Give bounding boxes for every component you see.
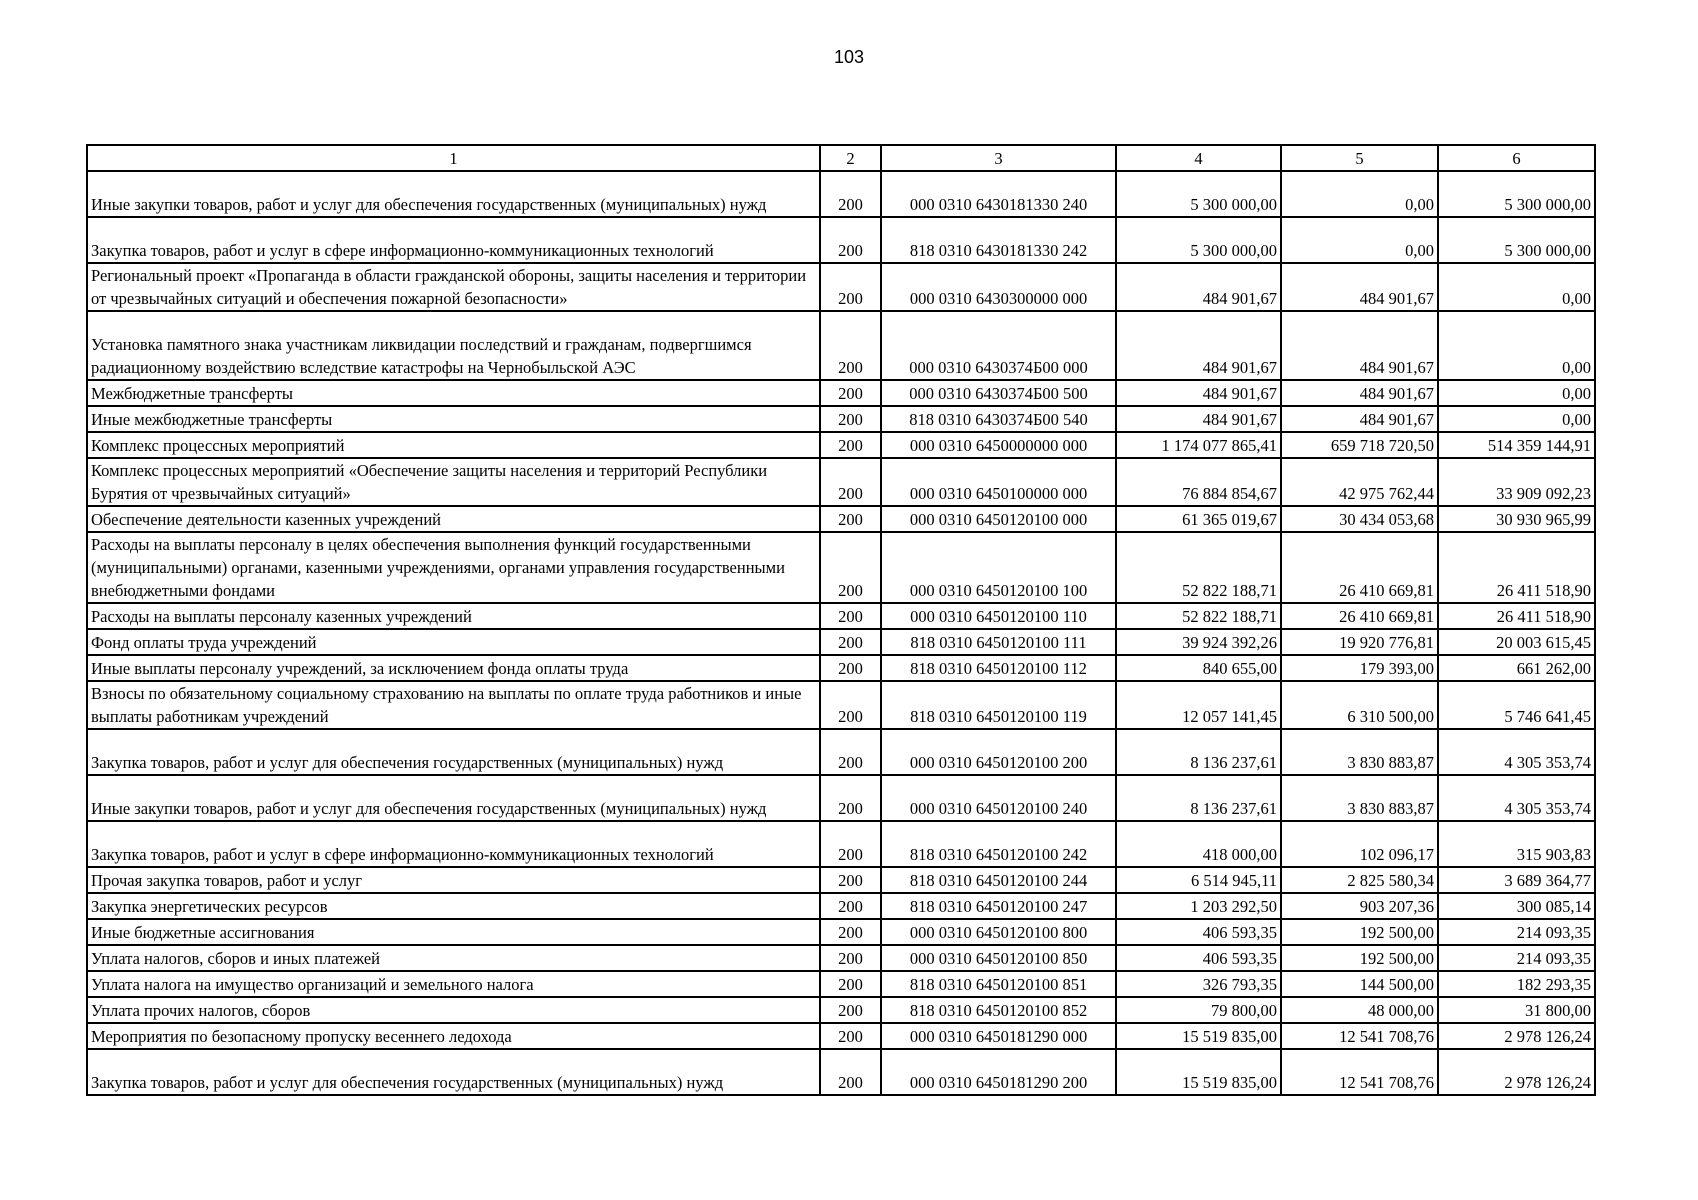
row-value-6: 0,00 <box>1438 406 1595 432</box>
row-code: 000 0310 6450120100 800 <box>881 919 1116 945</box>
table-row <box>87 171 1595 217</box>
column-header: 1 <box>87 145 820 171</box>
row-value-6: 33 909 092,23 <box>1438 458 1595 506</box>
row-value-5: 144 500,00 <box>1281 971 1438 997</box>
row-value-4: 418 000,00 <box>1116 821 1281 867</box>
row-value-6: 315 903,83 <box>1438 821 1595 867</box>
row-value-5: 0,00 <box>1281 171 1438 217</box>
row-value-6: 26 411 518,90 <box>1438 603 1595 629</box>
table-row <box>87 821 1595 867</box>
row-value-5: 26 410 669,81 <box>1281 532 1438 603</box>
row-name: Иные закупки товаров, работ и услуг для обеспечения государственных (муниципальных) нужд <box>87 775 820 821</box>
row-value-6: 214 093,35 <box>1438 919 1595 945</box>
column-header: 2 <box>820 145 881 171</box>
row-ved: 200 <box>820 532 881 603</box>
row-ved: 200 <box>820 311 881 380</box>
row-code: 000 0310 6450120100 850 <box>881 945 1116 971</box>
table-row <box>87 971 1595 997</box>
table-row <box>87 729 1595 775</box>
row-value-6: 4 305 353,74 <box>1438 729 1595 775</box>
row-ved: 200 <box>820 729 881 775</box>
row-value-5: 3 830 883,87 <box>1281 775 1438 821</box>
table-row <box>87 681 1595 729</box>
row-code: 000 0310 6450181290 000 <box>881 1023 1116 1049</box>
row-value-6: 182 293,35 <box>1438 971 1595 997</box>
row-value-6: 514 359 144,91 <box>1438 432 1595 458</box>
row-value-4: 1 203 292,50 <box>1116 893 1281 919</box>
row-name: Иные закупки товаров, работ и услуг для обеспечения государственных (муниципальных) нужд <box>87 171 820 217</box>
row-code: 818 0310 6450120100 247 <box>881 893 1116 919</box>
row-value-4: 79 800,00 <box>1116 997 1281 1023</box>
row-value-4: 840 655,00 <box>1116 655 1281 681</box>
row-code: 818 0310 6450120100 852 <box>881 997 1116 1023</box>
row-value-5: 19 920 776,81 <box>1281 629 1438 655</box>
row-code: 000 0310 6450120100 100 <box>881 532 1116 603</box>
table-row <box>87 311 1595 380</box>
row-value-6: 3 689 364,77 <box>1438 867 1595 893</box>
row-value-4: 76 884 854,67 <box>1116 458 1281 506</box>
row-ved: 200 <box>820 997 881 1023</box>
row-value-6: 26 411 518,90 <box>1438 532 1595 603</box>
row-code: 000 0310 6450120100 110 <box>881 603 1116 629</box>
column-header: 3 <box>881 145 1116 171</box>
row-name: Комплекс процессных мероприятий «Обеспечение защиты населения и территорий Республики Бурятия от чрезвычайных ситуаций» <box>87 458 820 506</box>
row-value-4: 1 174 077 865,41 <box>1116 432 1281 458</box>
row-name: Установка памятного знака участникам ликвидации последствий и гражданам, подвергшимся радиационному воздействию вследствие катастрофы на Чернобыльской АЭС <box>87 311 820 380</box>
row-ved: 200 <box>820 1023 881 1049</box>
row-code: 818 0310 6430374Б00 540 <box>881 406 1116 432</box>
row-name: Иные бюджетные ассигнования <box>87 919 820 945</box>
row-value-4: 8 136 237,61 <box>1116 775 1281 821</box>
row-value-5: 192 500,00 <box>1281 945 1438 971</box>
table-row <box>87 458 1595 506</box>
row-value-4: 52 822 188,71 <box>1116 532 1281 603</box>
table-row <box>87 893 1595 919</box>
row-code: 000 0310 6430374Б00 500 <box>881 380 1116 406</box>
row-name: Закупка товаров, работ и услуг в сфере информационно-коммуникационных технологий <box>87 217 820 263</box>
row-value-5: 484 901,67 <box>1281 406 1438 432</box>
row-value-5: 0,00 <box>1281 217 1438 263</box>
row-value-5: 484 901,67 <box>1281 380 1438 406</box>
column-header: 5 <box>1281 145 1438 171</box>
row-name: Закупка товаров, работ и услуг в сфере информационно-коммуникационных технологий <box>87 821 820 867</box>
row-ved: 200 <box>820 655 881 681</box>
row-name: Фонд оплаты труда учреждений <box>87 629 820 655</box>
budget-table <box>86 144 1596 1096</box>
row-ved: 200 <box>820 603 881 629</box>
row-value-4: 484 901,67 <box>1116 380 1281 406</box>
table-row <box>87 945 1595 971</box>
row-name: Обеспечение деятельности казенных учреждений <box>87 506 820 532</box>
row-value-4: 39 924 392,26 <box>1116 629 1281 655</box>
row-ved: 200 <box>820 919 881 945</box>
row-value-6: 300 085,14 <box>1438 893 1595 919</box>
row-ved: 200 <box>820 1049 881 1095</box>
row-value-5: 48 000,00 <box>1281 997 1438 1023</box>
row-value-6: 5 300 000,00 <box>1438 217 1595 263</box>
row-name: Уплата прочих налогов, сборов <box>87 997 820 1023</box>
row-ved: 200 <box>820 681 881 729</box>
table-row <box>87 532 1595 603</box>
row-value-5: 42 975 762,44 <box>1281 458 1438 506</box>
row-code: 818 0310 6450120100 112 <box>881 655 1116 681</box>
row-value-4: 406 593,35 <box>1116 945 1281 971</box>
row-ved: 200 <box>820 775 881 821</box>
table-row <box>87 1049 1595 1095</box>
row-value-6: 5 300 000,00 <box>1438 171 1595 217</box>
row-code: 000 0310 6450120100 000 <box>881 506 1116 532</box>
table-row <box>87 775 1595 821</box>
row-name: Комплекс процессных мероприятий <box>87 432 820 458</box>
row-ved: 200 <box>820 263 881 311</box>
row-ved: 200 <box>820 458 881 506</box>
table-row <box>87 217 1595 263</box>
row-name: Межбюджетные трансферты <box>87 380 820 406</box>
table-row <box>87 380 1595 406</box>
row-value-6: 661 262,00 <box>1438 655 1595 681</box>
row-ved: 200 <box>820 406 881 432</box>
row-name: Закупка товаров, работ и услуг для обеспечения государственных (муниципальных) нужд <box>87 1049 820 1095</box>
row-name: Прочая закупка товаров, работ и услуг <box>87 867 820 893</box>
row-value-6: 0,00 <box>1438 380 1595 406</box>
row-value-4: 15 519 835,00 <box>1116 1049 1281 1095</box>
row-value-5: 179 393,00 <box>1281 655 1438 681</box>
table-row <box>87 432 1595 458</box>
row-value-6: 5 746 641,45 <box>1438 681 1595 729</box>
row-name: Закупка энергетических ресурсов <box>87 893 820 919</box>
row-name: Расходы на выплаты персоналу в целях обеспечения выполнения функций государственными (муниципальными) органами, казенными учреждениями, органами управления государственными внебюджетными фондами <box>87 532 820 603</box>
column-header: 6 <box>1438 145 1595 171</box>
row-value-4: 52 822 188,71 <box>1116 603 1281 629</box>
row-value-5: 30 434 053,68 <box>1281 506 1438 532</box>
row-name: Иные выплаты персоналу учреждений, за исключением фонда оплаты труда <box>87 655 820 681</box>
table-row <box>87 603 1595 629</box>
row-code: 000 0310 6450120100 240 <box>881 775 1116 821</box>
row-value-5: 192 500,00 <box>1281 919 1438 945</box>
row-ved: 200 <box>820 629 881 655</box>
row-name: Уплата налога на имущество организаций и земельного налога <box>87 971 820 997</box>
row-ved: 200 <box>820 380 881 406</box>
row-name: Взносы по обязательному социальному страхованию на выплаты по оплате труда работников и иные выплаты работникам учреждений <box>87 681 820 729</box>
table-row <box>87 655 1595 681</box>
row-name: Региональный проект «Пропаганда в области гражданской обороны, защиты населения и территории от чрезвычайных ситуаций и обеспечения пожарной безопасности» <box>87 263 820 311</box>
row-value-4: 406 593,35 <box>1116 919 1281 945</box>
row-value-6: 4 305 353,74 <box>1438 775 1595 821</box>
row-value-4: 484 901,67 <box>1116 311 1281 380</box>
table-row <box>87 406 1595 432</box>
row-ved: 200 <box>820 821 881 867</box>
page-number: 103 <box>833 47 865 67</box>
row-name: Мероприятия по безопасному пропуску весеннего ледохода <box>87 1023 820 1049</box>
row-value-6: 0,00 <box>1438 263 1595 311</box>
table-row <box>87 506 1595 532</box>
row-value-6: 20 003 615,45 <box>1438 629 1595 655</box>
row-ved: 200 <box>820 893 881 919</box>
column-header: 4 <box>1116 145 1281 171</box>
row-name: Закупка товаров, работ и услуг для обеспечения государственных (муниципальных) нужд <box>87 729 820 775</box>
row-code: 000 0310 6430181330 240 <box>881 171 1116 217</box>
row-value-5: 659 718 720,50 <box>1281 432 1438 458</box>
row-code: 818 0310 6450120100 244 <box>881 867 1116 893</box>
row-code: 000 0310 6450100000 000 <box>881 458 1116 506</box>
row-value-6: 30 930 965,99 <box>1438 506 1595 532</box>
row-value-5: 102 096,17 <box>1281 821 1438 867</box>
row-code: 818 0310 6430181330 242 <box>881 217 1116 263</box>
row-value-5: 12 541 708,76 <box>1281 1049 1438 1095</box>
row-value-5: 3 830 883,87 <box>1281 729 1438 775</box>
row-value-5: 484 901,67 <box>1281 311 1438 380</box>
row-value-5: 12 541 708,76 <box>1281 1023 1438 1049</box>
row-ved: 200 <box>820 867 881 893</box>
row-value-5: 2 825 580,34 <box>1281 867 1438 893</box>
row-value-4: 12 057 141,45 <box>1116 681 1281 729</box>
row-value-4: 5 300 000,00 <box>1116 217 1281 263</box>
row-code: 000 0310 6430374Б00 000 <box>881 311 1116 380</box>
row-code: 000 0310 6450181290 200 <box>881 1049 1116 1095</box>
row-value-5: 484 901,67 <box>1281 263 1438 311</box>
row-code: 000 0310 6450120100 200 <box>881 729 1116 775</box>
row-code: 000 0310 6430300000 000 <box>881 263 1116 311</box>
row-value-6: 0,00 <box>1438 311 1595 380</box>
row-code: 818 0310 6450120100 119 <box>881 681 1116 729</box>
row-ved: 200 <box>820 506 881 532</box>
row-value-6: 2 978 126,24 <box>1438 1049 1595 1095</box>
table-row <box>87 629 1595 655</box>
table-row <box>87 867 1595 893</box>
table-row <box>87 919 1595 945</box>
row-name: Уплата налогов, сборов и иных платежей <box>87 945 820 971</box>
row-ved: 200 <box>820 217 881 263</box>
row-value-4: 484 901,67 <box>1116 406 1281 432</box>
row-value-6: 31 800,00 <box>1438 997 1595 1023</box>
row-ved: 200 <box>820 432 881 458</box>
row-value-6: 214 093,35 <box>1438 945 1595 971</box>
row-name: Расходы на выплаты персоналу казенных учреждений <box>87 603 820 629</box>
row-value-5: 26 410 669,81 <box>1281 603 1438 629</box>
row-ved: 200 <box>820 971 881 997</box>
row-name: Иные межбюджетные трансферты <box>87 406 820 432</box>
row-code: 000 0310 6450000000 000 <box>881 432 1116 458</box>
row-value-4: 61 365 019,67 <box>1116 506 1281 532</box>
row-ved: 200 <box>820 171 881 217</box>
row-value-4: 326 793,35 <box>1116 971 1281 997</box>
header-row <box>87 145 1595 171</box>
row-value-5: 903 207,36 <box>1281 893 1438 919</box>
row-value-4: 15 519 835,00 <box>1116 1023 1281 1049</box>
row-value-4: 5 300 000,00 <box>1116 171 1281 217</box>
row-value-4: 484 901,67 <box>1116 263 1281 311</box>
row-value-4: 8 136 237,61 <box>1116 729 1281 775</box>
row-value-4: 6 514 945,11 <box>1116 867 1281 893</box>
row-code: 818 0310 6450120100 242 <box>881 821 1116 867</box>
table-row <box>87 1023 1595 1049</box>
row-value-6: 2 978 126,24 <box>1438 1023 1595 1049</box>
row-code: 818 0310 6450120100 111 <box>881 629 1116 655</box>
table-row <box>87 997 1595 1023</box>
row-code: 818 0310 6450120100 851 <box>881 971 1116 997</box>
row-value-5: 6 310 500,00 <box>1281 681 1438 729</box>
table-row <box>87 263 1595 311</box>
row-ved: 200 <box>820 945 881 971</box>
